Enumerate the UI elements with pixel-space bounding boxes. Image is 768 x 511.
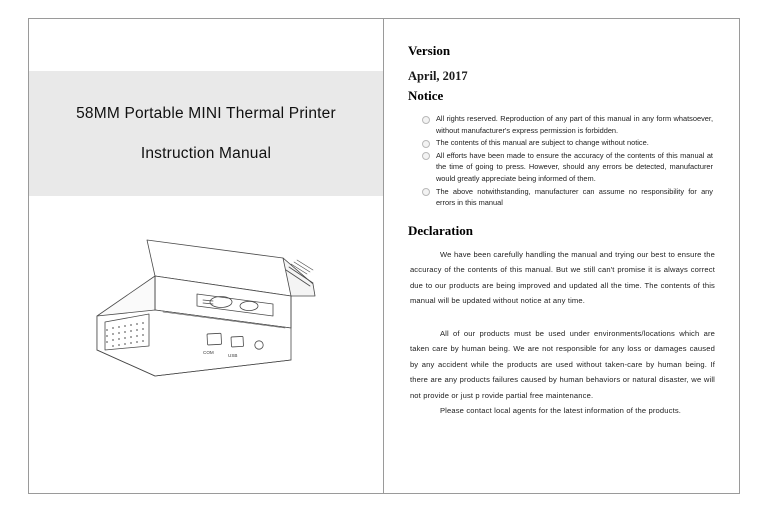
- notice-heading: Notice: [407, 88, 444, 103]
- cover-subtitle: Instruction Manual: [140, 144, 272, 162]
- version-heading: Version: [407, 43, 451, 58]
- declaration-paragraph: All of our products must be used under environments/locations which are taken care by human being. We are not responsible for any loss or damages caused by any accident while the products are used without taken-care by human being. If there are any products failures caused by human behaviors or natural disaster, we will not provide or just p rovide partial free maintenance.: [409, 328, 715, 400]
- notice-list: [408, 113, 719, 209]
- notice-item-text: All efforts have been made to ensure the accuracy of the contents of this manual at the time of going to press. However, should any errors be detected, manufacturer would greatly appreciate being informed of them.: [435, 150, 713, 183]
- version-date: April, 2017: [407, 69, 468, 83]
- list-item: [422, 150, 713, 185]
- content-page: [384, 19, 739, 493]
- list-item: [422, 137, 713, 149]
- portable-thermal-printer-illustration: [77, 224, 339, 394]
- notice-item-text: All rights reserved. Reproduction of any part of this manual in any form whatsoever, without manufacturer's express permission is forbidden.: [435, 114, 713, 135]
- bullet-icon: [422, 116, 430, 124]
- book-spread: [28, 18, 740, 494]
- bullet-icon: [422, 188, 430, 196]
- cover-title: 58MM Portable MINI Thermal Printer: [76, 104, 336, 122]
- port-label-usb: USB: [228, 353, 238, 358]
- list-item: [422, 186, 713, 209]
- cover-title-group: [29, 71, 383, 196]
- list-item: [422, 113, 713, 136]
- cover-page: [29, 19, 384, 493]
- declaration-paragraph: Please contact local agents for the latest information of the products.: [439, 406, 682, 416]
- notice-item-text: The contents of this manual are subject to change without notice.: [435, 138, 649, 148]
- bullet-icon: [422, 152, 430, 160]
- bullet-icon: [422, 140, 430, 148]
- declaration-paragraph: We have been carefully handling the manual and trying our best to ensure the accuracy of the contents of this manual. But we still can't promise it is always correct due to our products are being improved and updated all the time. The contents of this manual will be updated without notice at any time.: [409, 249, 715, 306]
- port-label-com: COM: [203, 350, 214, 355]
- notice-item-text: The above notwithstanding, manufacturer can assume no responsibility for any errors in this manual: [435, 186, 713, 208]
- declaration-heading: Declaration: [407, 222, 473, 238]
